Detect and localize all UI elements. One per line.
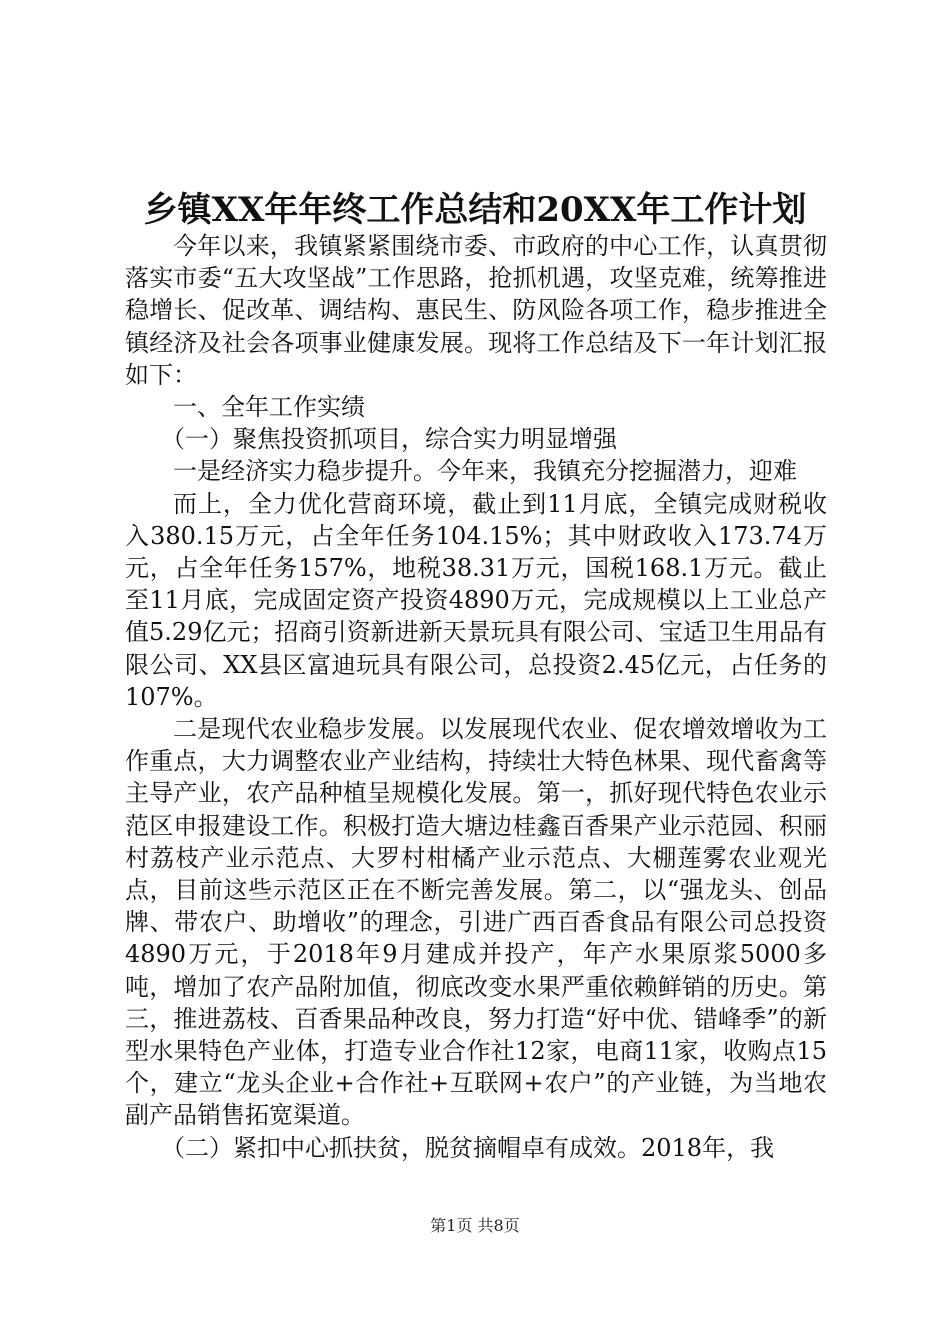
agriculture-paragraph: 二是现代农业稳步发展。以发展现代农业、促农增效增收为工作重点，大力调整农业产业结构，持续壮大特色林果、现代畜禽等主导产业，农产品种植呈规模化发展。第一，抓好现代特色农业示范区申报建设工作。积极打造大塘边桂鑫百香果产业示范园、积丽村荔枝产业示范点、大罗村柑橘产业示范点、大棚莲雾农业观光点，目前这些示范区正在不断完善发展。第二，以“强龙头、创品牌、带农户、助增收”的理念，引进广西百香食品有限公司总投资4890万元，于2018年9月建成并投产，年产水果原浆5000多吨，增加了农产品附加值，彻底改变水果严重依赖鲜销的历史。第三，推进荔枝、百香果品种改良，努力打造“好中优、错峰季”的新型水果特色产业体，打造专业合作社12家，电商11家，收购点15个，建立“龙头企业+合作社+互联网+农户”的产业链，为当地农副产品销售拓宽渠道。: [125, 715, 827, 1130]
intro-paragraph: 今年以来，我镇紧紧围绕市委、市政府的中心工作，认真贯彻落实市委“五大攻坚战”工作思路，抢抓机遇，攻坚克难，统筹推进稳增长、促改革、调结构、惠民生、防风险各项工作，稳步推进全镇经济及社会各项事业健康发展。现将工作总结及下一年计划汇报如下：: [125, 232, 827, 389]
section-heading-1: 一、全年工作实绩: [173, 393, 365, 422]
economy-paragraph-continued: 而上，全力优化营商环境，截止到11月底，全镇完成财税收入380.15万元，占全年任务104.15%；其中财政收入173.74万元，占全年任务157%，地税38.31万元，国税168.1万元。截止至11月底，完成固定资产投资4890万元，完成规模以上工业总产值5.29亿元；招商引资新进新天景玩具有限公司、宝适卫生用品有限公司、XX县区富迪玩具有限公司，总投资2.45亿元，占任务的107%。: [125, 489, 827, 711]
subsection-heading-1: （一）聚焦投资抓项目，综合实力明显增强: [161, 425, 617, 454]
economy-paragraph-start: 一是经济实力稳步提升。今年来，我镇充分挖掘潜力，迎难: [173, 457, 797, 486]
document-body: [125, 230, 827, 1164]
subsection-heading-2: （二）紧扣中心抓扶贫，脱贫摘帽卓有成效。2018年，我: [161, 1133, 775, 1162]
page-number-footer: 第1页 共8页: [430, 1216, 520, 1235]
document-title: 乡镇XX年年终工作总结和20XX年工作计划: [143, 190, 807, 230]
